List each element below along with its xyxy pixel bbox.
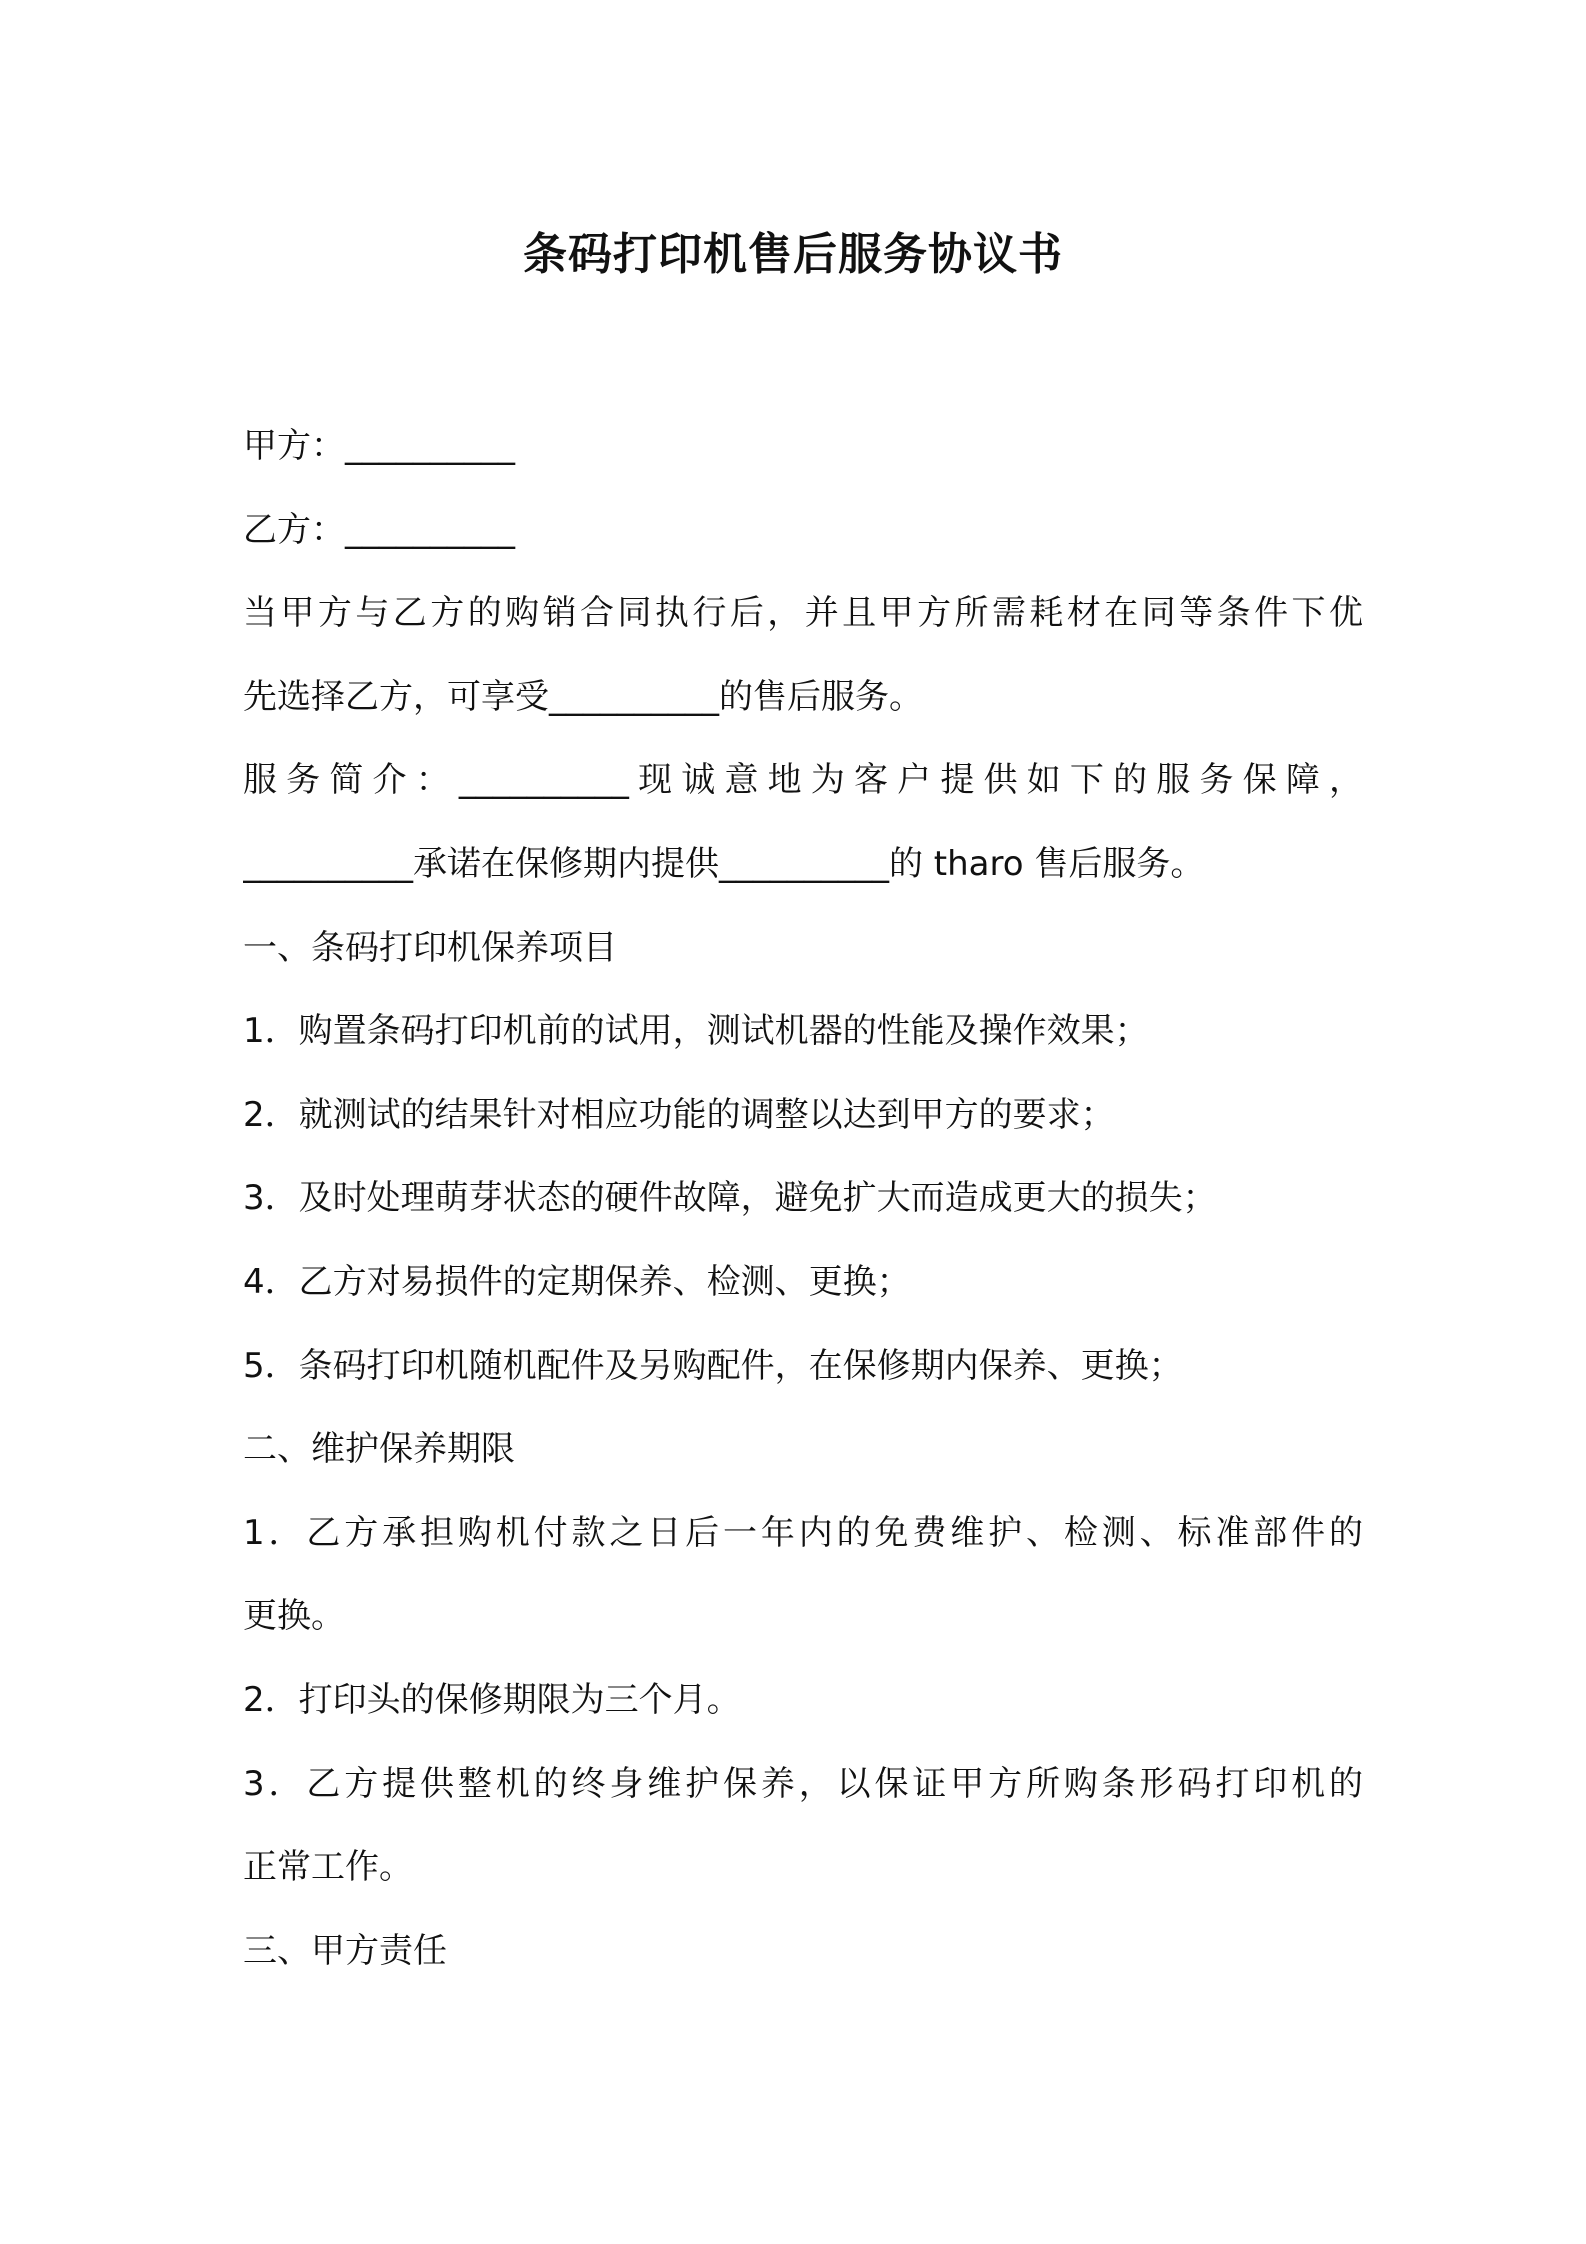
service-intro-line-2: __________承诺在保修期内提供__________的 tharo 售后服务。 xyxy=(243,843,1205,884)
list-item: 4．乙方对易损件的定期保养、检测、更换； xyxy=(243,1261,911,1302)
party-b-line: 乙方：__________ xyxy=(243,509,515,550)
section-heading-1: 一、条码打印机保养项目 xyxy=(243,927,617,968)
list-item: 1．购置条码打印机前的试用，测试机器的性能及操作效果； xyxy=(243,1011,1149,1052)
document-body xyxy=(243,405,1363,1993)
list-item: 2．就测试的结果针对相应功能的调整以达到甲方的要求； xyxy=(243,1094,1115,1135)
section-heading-3: 三、甲方责任 xyxy=(243,1930,447,1971)
list-item: 3．及时处理萌芽状态的硬件故障，避免扩大而造成更大的损失； xyxy=(243,1178,1217,1219)
party-a-line: 甲方：__________ xyxy=(243,426,515,466)
section-heading-2: 二、维护保养期限 xyxy=(243,1429,515,1470)
list-item: 1．乙方承担购机付款之日后一年内的免费维护、检测、标准部件的 xyxy=(243,1512,1363,1553)
list-item: 2．打印头的保修期限为三个月。 xyxy=(243,1679,741,1720)
intro-paragraph-line-2: 先选择乙方，可享受__________的售后服务。 xyxy=(243,676,923,717)
service-intro-line-1: 服务简介：__________现诚意地为客户提供如下的服务保障， xyxy=(243,760,1363,801)
list-item-continuation: 正常工作。 xyxy=(243,1847,413,1888)
list-item: 5．条码打印机随机配件及另购配件，在保修期内保养、更换； xyxy=(243,1345,1183,1386)
document-title: 条码打印机售后服务协议书 xyxy=(523,229,1063,280)
intro-paragraph-line-1: 当甲方与乙方的购销合同执行后，并且甲方所需耗材在同等条件下优 xyxy=(243,593,1363,634)
list-item-continuation: 更换。 xyxy=(243,1596,345,1637)
list-item: 3．乙方提供整机的终身维护保养，以保证甲方所购条形码打印机的 xyxy=(243,1763,1363,1804)
